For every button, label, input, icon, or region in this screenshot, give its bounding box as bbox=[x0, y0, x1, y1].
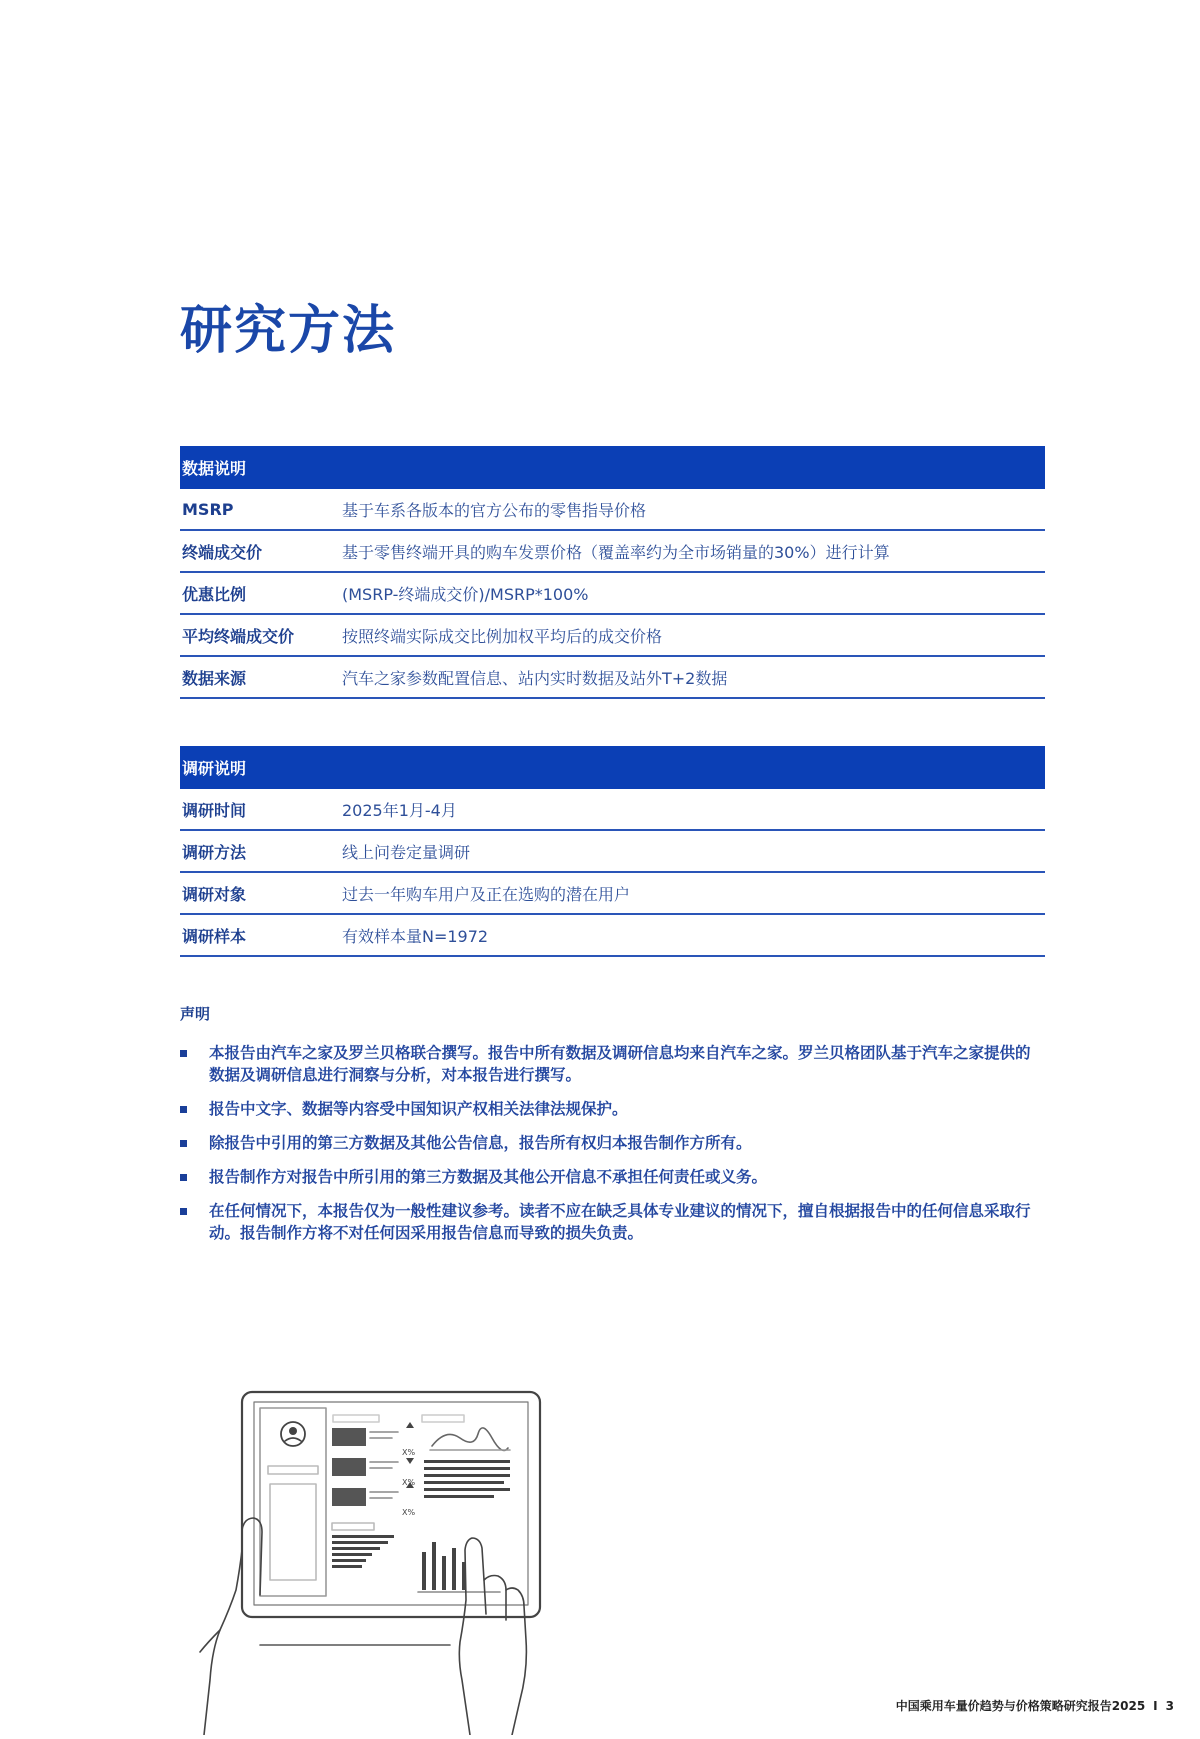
tablet-dashboard-illustration-icon bbox=[160, 1380, 600, 1735]
row-value: (MSRP-终端成交价)/MSRP*100% bbox=[342, 584, 589, 604]
list-item bbox=[180, 1132, 1045, 1154]
list-item bbox=[180, 1200, 1045, 1244]
percent-label: X% bbox=[402, 1508, 416, 1517]
table-row bbox=[180, 915, 1045, 957]
list-item bbox=[180, 1166, 1045, 1188]
survey-description-table bbox=[180, 746, 1045, 957]
row-value: 2025年1月-4月 bbox=[342, 800, 457, 820]
table-row bbox=[180, 789, 1045, 831]
row-label: 终端成交价 bbox=[182, 542, 263, 562]
disclaimer-text: 除报告中引用的第三方数据及其他公告信息，报告所有权归本报告制作方所有。 bbox=[209, 1134, 752, 1152]
row-value: 按照终端实际成交比例加权平均后的成交价格 bbox=[342, 626, 663, 646]
table-row bbox=[180, 831, 1045, 873]
table-header: 调研说明 bbox=[180, 746, 1045, 789]
disclaimer-text: 本报告由汽车之家及罗兰贝格联合撰写。报告中所有数据及调研信息均来自汽车之家。罗兰贝格团队基于汽车之家提供的数据及调研信息进行洞察与分析，对本报告进行撰写。 bbox=[209, 1044, 1031, 1084]
list-item bbox=[180, 1098, 1045, 1120]
page-title: 研究方法 bbox=[180, 301, 397, 361]
table-row bbox=[180, 657, 1045, 699]
row-value: 有效样本量N=1972 bbox=[342, 926, 489, 946]
table-row bbox=[180, 573, 1045, 615]
percent-label: X% bbox=[402, 1478, 416, 1487]
row-label: MSRP bbox=[182, 499, 234, 519]
bullet-icon bbox=[180, 1174, 187, 1181]
row-label: 优惠比例 bbox=[182, 584, 247, 604]
row-label: 调研方法 bbox=[182, 842, 247, 862]
row-value: 线上问卷定量调研 bbox=[342, 842, 471, 862]
bullet-icon bbox=[180, 1106, 187, 1113]
percent-label: X% bbox=[402, 1448, 416, 1457]
disclaimer-section bbox=[180, 1003, 1045, 1256]
row-value: 基于车系各版本的官方公布的零售指导价格 bbox=[342, 500, 647, 520]
bullet-icon bbox=[180, 1050, 187, 1057]
row-label: 调研对象 bbox=[182, 884, 247, 904]
table-header: 数据说明 bbox=[180, 446, 1045, 489]
disclaimer-text: 在任何情况下，本报告仅为一般性建议参考。读者不应在缺乏具体专业建议的情况下，擅自根据报告中的任何信息采取行动。报告制作方将不对任何因采用报告信息而导致的损失负责。 bbox=[209, 1202, 1031, 1242]
list-item bbox=[180, 1042, 1045, 1086]
disclaimer-text: 报告中文字、数据等内容受中国知识产权相关法律法规保护。 bbox=[209, 1100, 628, 1118]
page-number: 3 bbox=[1165, 1698, 1174, 1713]
row-label: 调研时间 bbox=[182, 800, 247, 820]
row-label: 平均终端成交价 bbox=[182, 626, 295, 646]
bullet-icon bbox=[180, 1208, 187, 1215]
footer-separator: I bbox=[1153, 1698, 1158, 1713]
bullet-icon bbox=[180, 1140, 187, 1147]
report-title: 中国乘用车量价趋势与价格策略研究报告2025 bbox=[895, 1699, 1146, 1713]
table-row bbox=[180, 873, 1045, 915]
row-value: 基于零售终端开具的购车发票价格（覆盖率约为全市场销量的30%）进行计算 bbox=[342, 542, 890, 562]
row-value: 汽车之家参数配置信息、站内实时数据及站外T+2数据 bbox=[342, 668, 728, 688]
page-footer bbox=[896, 1697, 1174, 1714]
row-label: 数据来源 bbox=[182, 668, 247, 688]
table-row bbox=[180, 531, 1045, 573]
table-row bbox=[180, 615, 1045, 657]
disclaimer-title: 声明 bbox=[180, 1005, 211, 1023]
disclaimer-text: 报告制作方对报告中所引用的第三方数据及其他公开信息不承担任何责任或义务。 bbox=[209, 1168, 768, 1186]
table-row bbox=[180, 489, 1045, 531]
data-description-table bbox=[180, 446, 1045, 699]
row-value: 过去一年购车用户及正在选购的潜在用户 bbox=[342, 884, 631, 904]
row-label: 调研样本 bbox=[182, 926, 247, 946]
